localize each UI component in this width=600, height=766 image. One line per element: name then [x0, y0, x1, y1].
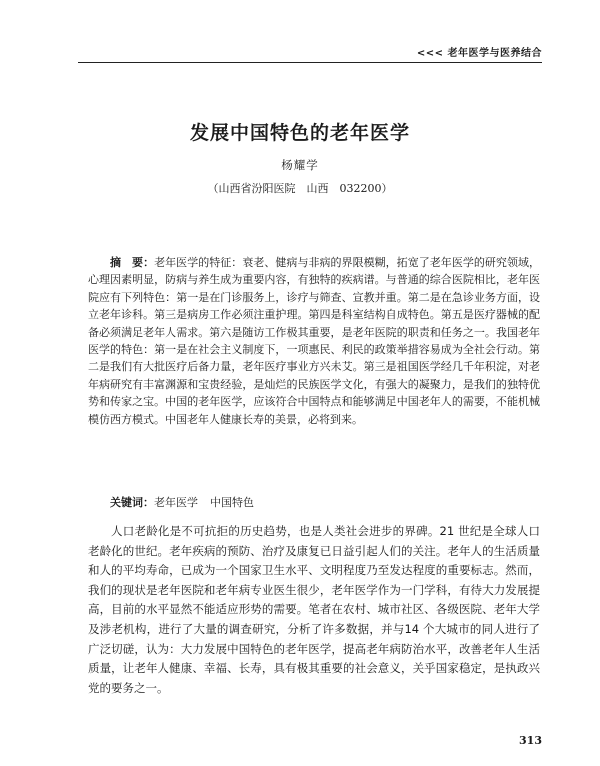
keyword-item: 老年医学 [154, 496, 198, 509]
abstract-label: 摘 要： [110, 256, 155, 269]
header-rule [78, 62, 542, 63]
page-number: 313 [519, 734, 542, 747]
abstract [88, 254, 540, 428]
abstract-text: 老年医学的特征：衰老、健病与非病的界限模糊，拓宽了老年医学的研究领域，心理因素明显，防病与养生成为重要内容，有独特的疾病谱。与普通的综合医院相比，老年医院应有下列特色：第一是在门诊服务上，诊疗与筛查、宣教并重。第二是在急诊业务方面，设立老年诊科。第三是病房工作必须注重护理。第四是科室结构自成特色。第五是医疗器械的配备必须满足老年人需求。第六是随访工作极其重要，是老年医院的职责和任务之一。我国老年医学的特色：第一是在社会主义制度下，一项惠民、利民的政策举措容易成为全社会行动。第二是我们有大批医疗后备力量，老年医疗事业方兴未艾。第三是祖国医学经几千年积淀，对老年病研究有丰富渊源和宝贵经验，是灿烂的民族医学文化，有强大的凝聚力，是我们的独特优势和传家之宝。中国的老年医学，应该符合中国特点和能够满足中国老年人的需要，不能机械模仿西方模式。中国老年人健康长寿的美景，必将到来。 [88, 256, 541, 426]
keyword-item: 中国特色 [210, 496, 254, 509]
author-affiliation: （山西省汾阳医院 山西 032200） [207, 182, 393, 195]
body-paragraph: 人口老龄化是不可抗拒的历史趋势，也是人类社会进步的界碑。21 世纪是全球人口老龄化的世纪。老年疾病的预防、治疗及康复已日益引起人们的关注。老年人的生活质量和人的平均寿命，已成为一个国家卫生水平、文明程度乃至发达程度的重要标志。然而，我们的现状是老年医院和老年病专业医生很少，老年医学作为一门学科，有待大力发展提高，目前的水平显然不能适应形势的需要。笔者在农村、城市社区、各级医院、老年大学及涉老机构，进行了大量的调查研究，分析了许多数据，并与14 个大城市的同人进行了广泛切磋，认为：大力发展中国特色的老年医学，提高老年病防治水平，改善老年人生活质量，让老年人健康、幸福、长寿，具有极其重要的社会意义，关乎国家稳定，是执政兴党的要务之一。 [88, 524, 540, 695]
keywords [88, 494, 540, 510]
running-head: <<< 老年医学与医养结合 [416, 48, 542, 59]
article-title: 发展中国特色的老年医学 [189, 122, 410, 144]
author-name: 杨耀学 [281, 158, 319, 172]
keywords-label: 关键词： [110, 496, 154, 509]
